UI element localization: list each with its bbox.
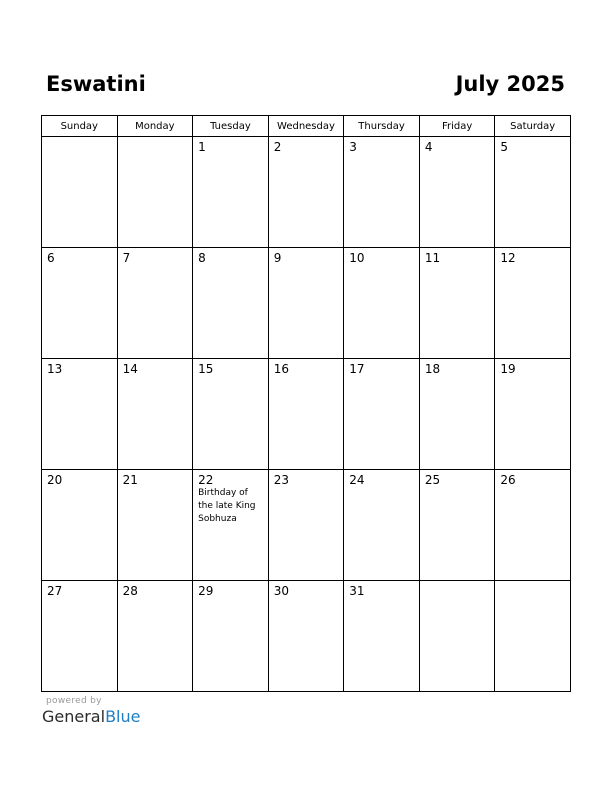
day-number: 18	[424, 362, 441, 376]
day-number: 28	[122, 584, 138, 598]
day-number: 22	[198, 473, 214, 487]
day-cell	[344, 248, 420, 359]
day-cell	[42, 470, 118, 581]
day-cell	[495, 359, 571, 470]
day-number: 24	[349, 473, 365, 487]
logo-blue-text: Blue	[105, 707, 141, 726]
day-number: 11	[424, 251, 441, 265]
empty-day-cell	[419, 581, 495, 692]
day-number: 17	[349, 362, 365, 376]
day-number: 4	[424, 140, 433, 154]
day-cell	[42, 581, 118, 692]
day-cell	[193, 581, 269, 692]
week-row	[42, 137, 571, 248]
day-number: 9	[273, 251, 282, 265]
day-cell	[495, 470, 571, 581]
day-cell	[419, 248, 495, 359]
day-cell	[42, 248, 118, 359]
day-number: 25	[424, 473, 441, 487]
day-number: 15	[198, 362, 214, 376]
day-number: 12	[500, 251, 516, 265]
day-number: 26	[500, 473, 516, 487]
day-cell	[495, 137, 571, 248]
empty-day-cell	[42, 137, 118, 248]
day-cell	[268, 581, 344, 692]
day-cell	[193, 248, 269, 359]
day-cell	[117, 470, 193, 581]
day-cell	[42, 359, 118, 470]
day-number: 8	[198, 251, 206, 265]
week-row	[42, 248, 571, 359]
day-cell	[193, 470, 269, 581]
day-number: 7	[122, 251, 131, 265]
day-cell	[193, 137, 269, 248]
week-row	[42, 359, 571, 470]
day-cell	[495, 248, 571, 359]
weekday-header: Tuesday	[193, 116, 269, 137]
weekday-header: Sunday	[42, 116, 118, 137]
day-number: 1	[198, 140, 206, 154]
day-number: 16	[273, 362, 289, 376]
logo-general-text: General	[42, 707, 106, 726]
day-cell	[344, 359, 420, 470]
weekday-header: Saturday	[495, 116, 571, 137]
day-cell	[117, 359, 193, 470]
holiday-event: Birthday of the late King Sobhuza	[198, 488, 256, 524]
day-number: 13	[47, 362, 63, 376]
calendar-grid	[41, 115, 571, 692]
day-cell	[419, 470, 495, 581]
powered-by-text: powered by	[46, 696, 102, 706]
day-cell	[268, 137, 344, 248]
week-row	[42, 581, 571, 692]
week-row	[42, 470, 571, 581]
generalblue-logo[interactable]	[42, 707, 140, 727]
brand-footer	[42, 696, 140, 727]
day-cell	[117, 581, 193, 692]
weekday-header-row	[42, 116, 571, 137]
day-number: 21	[122, 473, 138, 487]
day-number: 14	[122, 362, 138, 376]
day-number: 30	[273, 584, 289, 598]
day-number: 6	[47, 251, 55, 265]
day-cell	[268, 470, 344, 581]
day-cell	[193, 359, 269, 470]
empty-day-cell	[495, 581, 571, 692]
month-year-title: July 2025	[455, 72, 565, 96]
day-cell	[344, 137, 420, 248]
day-cell	[268, 248, 344, 359]
day-number: 31	[349, 584, 365, 598]
day-cell	[344, 470, 420, 581]
day-number: 2	[273, 140, 282, 154]
day-number: 29	[198, 584, 214, 598]
empty-day-cell	[117, 137, 193, 248]
country-title: Eswatini	[46, 72, 146, 96]
day-cell	[419, 359, 495, 470]
weekday-header: Friday	[419, 116, 495, 137]
day-cell	[268, 359, 344, 470]
day-number: 3	[349, 140, 357, 154]
day-number: 23	[273, 473, 289, 487]
weekday-header: Thursday	[344, 116, 420, 137]
weekday-header: Monday	[117, 116, 193, 137]
day-cell	[419, 137, 495, 248]
day-cell	[117, 248, 193, 359]
day-number: 20	[47, 473, 63, 487]
day-number: 19	[500, 362, 516, 376]
weekday-header: Wednesday	[268, 116, 344, 137]
day-number: 27	[47, 584, 63, 598]
day-cell	[344, 581, 420, 692]
day-number: 5	[500, 140, 509, 154]
day-number: 10	[349, 251, 365, 265]
